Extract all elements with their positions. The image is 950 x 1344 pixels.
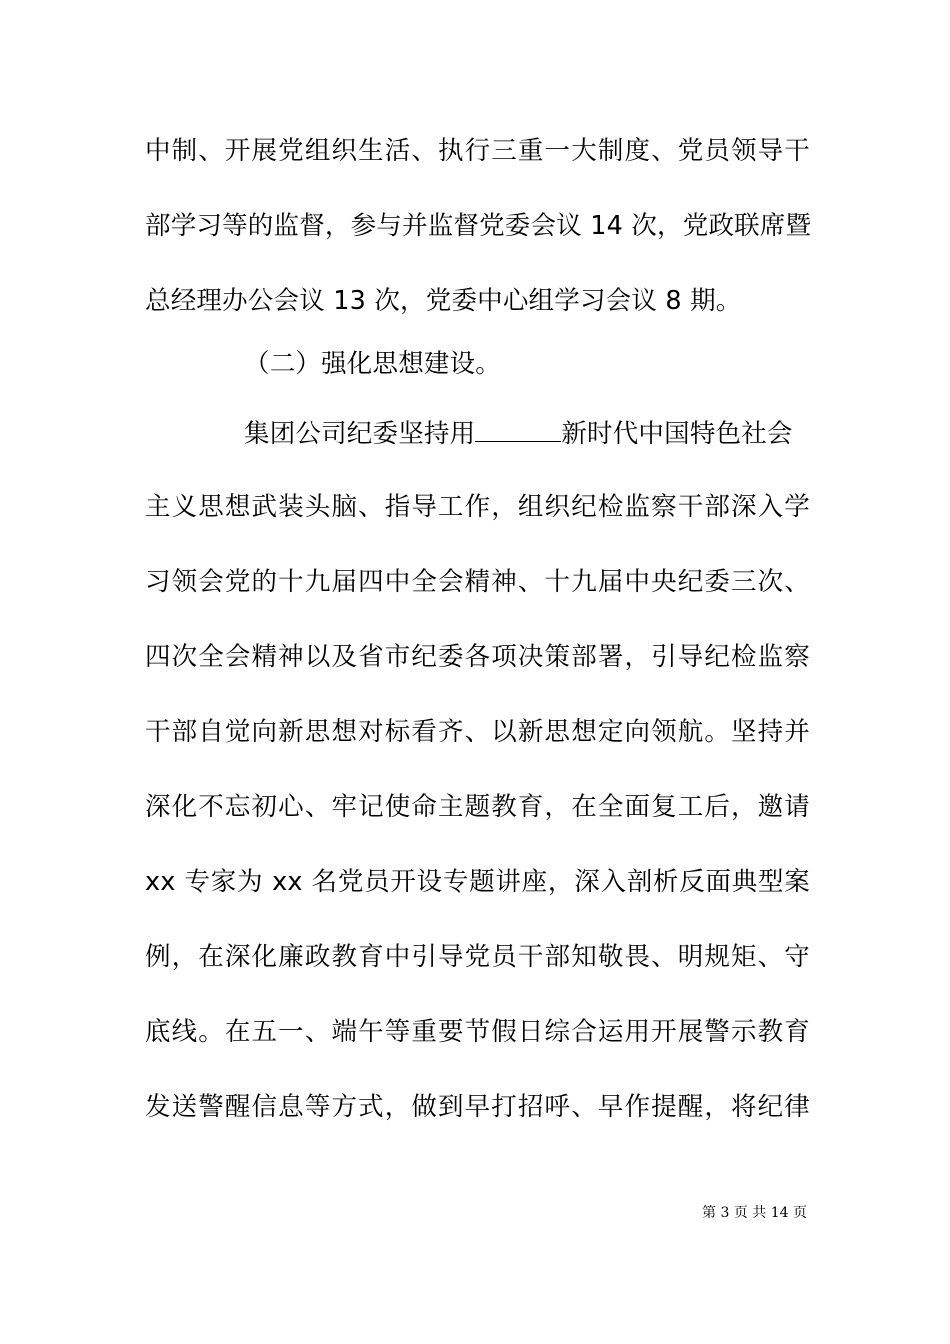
section-heading: （二）强化思想建设。 [244,349,502,379]
paragraph-line-6: 主义思想武装头脑、指导工作，组织纪检监察干部深入学 [145,492,810,522]
paragraph-line-1: 中制、开展党组织生活、执行三重一大制度、党员领导干 [145,136,810,166]
paragraph-line-3: 总经理办公会议 13 次，党委中心组学习会议 8 期。 [145,286,742,316]
paragraph-line-2: 部学习等的监督，参与并监督党委会议 14 次，党政联席暨 [145,211,812,241]
line-5-prefix: 集团公司纪委坚持用 [244,419,476,449]
paragraph-line-11: xx 专家为 xx 名党员开设专题讲座，深入剖析反面典型案 [145,867,810,897]
page-number: 第 3 页 共 14 页 [702,1205,807,1221]
paragraph-line-8: 四次全会精神以及省市纪委各项决策部署，引导纪检监察 [145,642,810,672]
paragraph-line-7: 习领会党的十九届四中全会精神、十九届中央纪委三次、 [145,567,810,597]
paragraph-line-9: 干部自觉向新思想对标看齐、以新思想定向领航。坚持并 [145,717,810,747]
paragraph-line-5 [244,417,810,451]
fill-in-blank [475,417,561,442]
paragraph-line-14: 发送警醒信息等方式，做到早打招呼、早作提醒，将纪律 [145,1092,810,1122]
paragraph-line-10: 深化不忘初心、牢记使命主题教育，在全面复工后，邀请 [145,792,810,822]
paragraph-line-12: 例，在深化廉政教育中引导党员干部知敬畏、明规矩、守 [145,942,810,972]
line-5-suffix: 新时代中国特色社会 [561,419,793,449]
paragraph-line-13: 底线。在五一、端午等重要节假日综合运用开展警示教育 [145,1017,810,1047]
